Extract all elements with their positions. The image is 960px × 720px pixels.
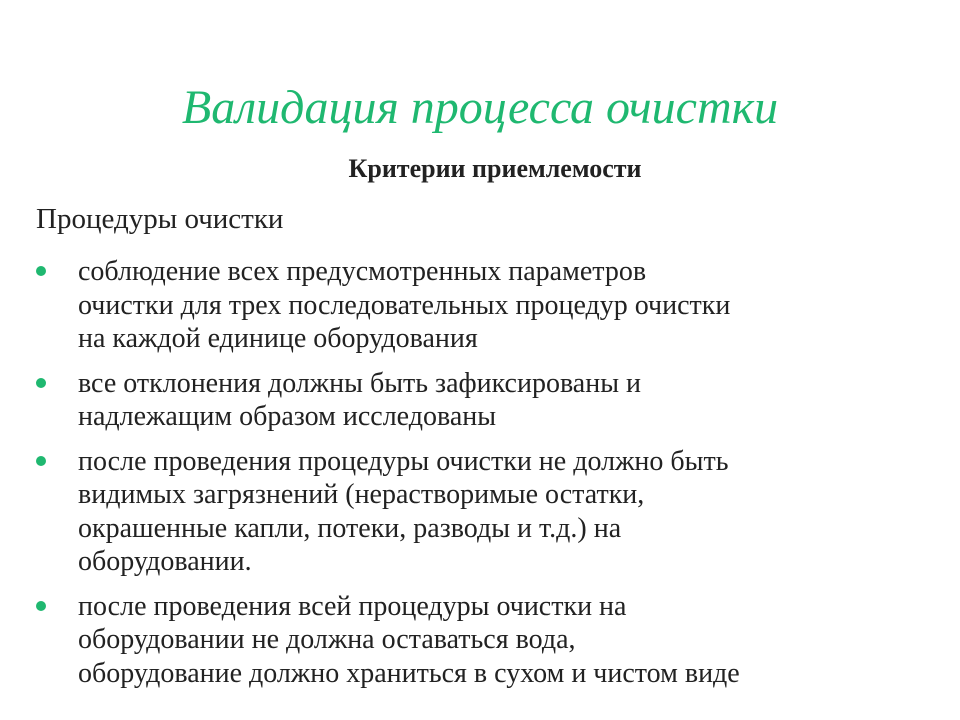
slide-title: Валидация процесса очистки xyxy=(181,81,779,134)
bullet-line: оборудовании. xyxy=(78,546,252,577)
bullet-line: надлежащим образом исследованы xyxy=(78,401,497,432)
bullet-line: все отклонения должны быть зафиксированы и xyxy=(78,367,642,399)
bullet-item xyxy=(36,367,936,434)
bullet-icon xyxy=(36,601,46,611)
bullet-icon xyxy=(36,266,46,276)
bullet-list xyxy=(36,255,936,701)
bullet-item xyxy=(36,590,936,691)
bullet-line: на каждой единице оборудования xyxy=(78,323,478,354)
bullet-line: видимых загрязнений (нерастворимые остатки, xyxy=(78,479,645,510)
bullet-line: после проведения процедуры очистки не должно быть xyxy=(78,445,729,477)
bullet-icon xyxy=(36,456,46,466)
bullet-line: оборудовании не должна оставаться вода, xyxy=(78,624,576,655)
section-heading: Процедуры очистки xyxy=(36,203,284,235)
bullet-item xyxy=(36,445,936,579)
bullet-item xyxy=(36,255,936,356)
bullet-icon xyxy=(36,378,46,388)
bullet-line: окрашенные капли, потеки, разводы и т.д.) на xyxy=(78,512,622,544)
bullet-line: очистки для трех последовательных процедур очистки xyxy=(78,289,731,321)
slide-subtitle: Критерии приемлемости xyxy=(348,154,642,183)
bullet-line: после проведения всей процедуры очистки на xyxy=(78,590,627,622)
bullet-line: оборудование должно храниться в сухом и чистом виде xyxy=(78,657,740,689)
bullet-line: соблюдение всех предусмотренных параметров xyxy=(78,256,647,287)
